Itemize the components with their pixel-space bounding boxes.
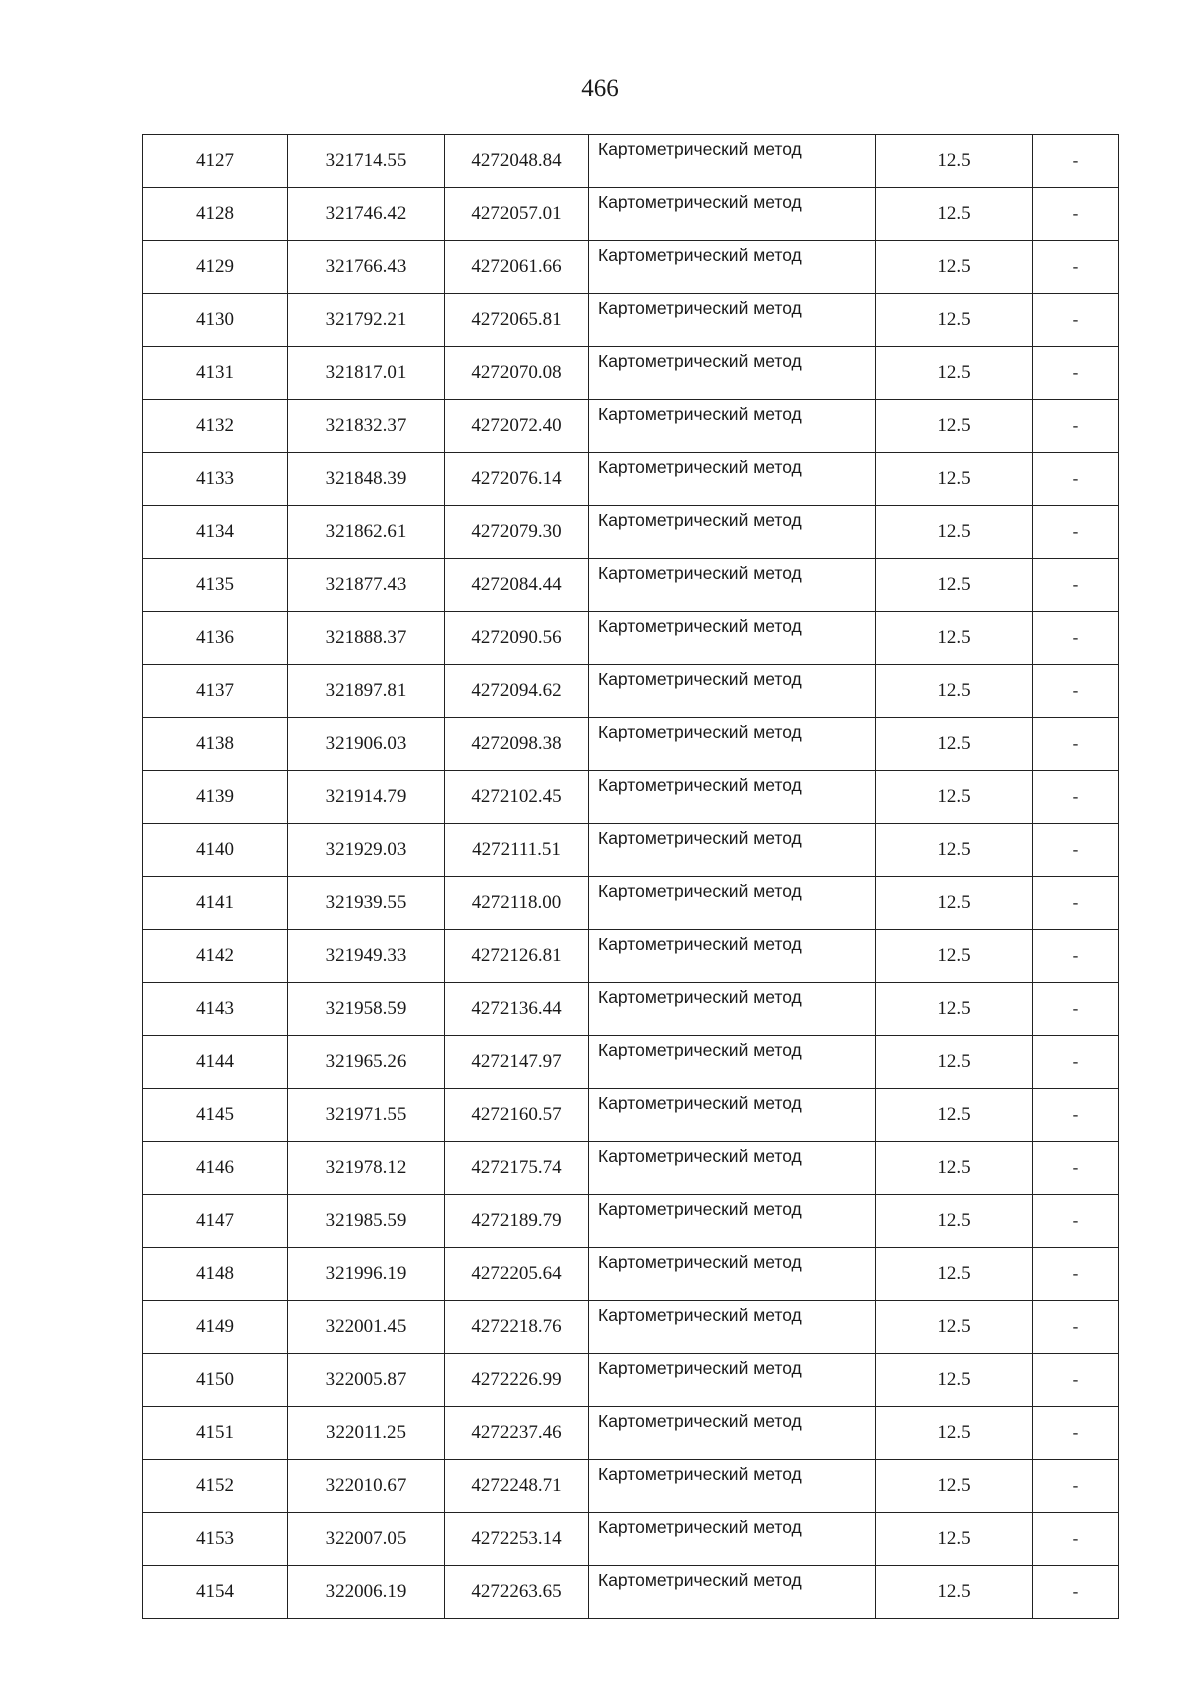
point-number-cell: 4149 bbox=[143, 1301, 288, 1354]
y-coordinate-cell: 4272076.14 bbox=[445, 453, 589, 506]
point-number-cell: 4139 bbox=[143, 771, 288, 824]
y-coordinate-cell: 4272147.97 bbox=[445, 1036, 589, 1089]
y-coordinate-cell: 4272136.44 bbox=[445, 983, 589, 1036]
accuracy-cell: 12.5 bbox=[876, 1248, 1033, 1301]
y-coordinate-cell: 4272070.08 bbox=[445, 347, 589, 400]
table-row bbox=[143, 665, 1119, 718]
method-cell: Картометрический метод bbox=[589, 1460, 876, 1513]
y-coordinate-cell: 4272094.62 bbox=[445, 665, 589, 718]
table-row bbox=[143, 718, 1119, 771]
table-row bbox=[143, 930, 1119, 983]
point-number-cell: 4152 bbox=[143, 1460, 288, 1513]
note-cell: - bbox=[1033, 1301, 1119, 1354]
method-cell: Картометрический метод bbox=[589, 1142, 876, 1195]
page-number: 466 bbox=[581, 75, 619, 102]
method-cell: Картометрический метод bbox=[589, 559, 876, 612]
note-cell: - bbox=[1033, 1513, 1119, 1566]
x-coordinate-cell: 321848.39 bbox=[288, 453, 445, 506]
y-coordinate-cell: 4272237.46 bbox=[445, 1407, 589, 1460]
x-coordinate-cell: 321965.26 bbox=[288, 1036, 445, 1089]
x-coordinate-cell: 321897.81 bbox=[288, 665, 445, 718]
y-coordinate-cell: 4272111.51 bbox=[445, 824, 589, 877]
accuracy-cell: 12.5 bbox=[876, 1036, 1033, 1089]
note-cell: - bbox=[1033, 612, 1119, 665]
accuracy-cell: 12.5 bbox=[876, 241, 1033, 294]
method-cell: Картометрический метод bbox=[589, 1089, 876, 1142]
table-row bbox=[143, 188, 1119, 241]
y-coordinate-cell: 4272048.84 bbox=[445, 135, 589, 188]
table-row bbox=[143, 453, 1119, 506]
table-row bbox=[143, 983, 1119, 1036]
note-cell: - bbox=[1033, 241, 1119, 294]
accuracy-cell: 12.5 bbox=[876, 188, 1033, 241]
x-coordinate-cell: 321714.55 bbox=[288, 135, 445, 188]
accuracy-cell: 12.5 bbox=[876, 1354, 1033, 1407]
method-cell: Картометрический метод bbox=[589, 612, 876, 665]
coordinates-table bbox=[142, 134, 1119, 1619]
x-coordinate-cell: 321746.42 bbox=[288, 188, 445, 241]
x-coordinate-cell: 322011.25 bbox=[288, 1407, 445, 1460]
y-coordinate-cell: 4272205.64 bbox=[445, 1248, 589, 1301]
y-coordinate-cell: 4272118.00 bbox=[445, 877, 589, 930]
point-number-cell: 4130 bbox=[143, 294, 288, 347]
note-cell: - bbox=[1033, 930, 1119, 983]
point-number-cell: 4134 bbox=[143, 506, 288, 559]
table-row bbox=[143, 1513, 1119, 1566]
point-number-cell: 4132 bbox=[143, 400, 288, 453]
x-coordinate-cell: 321958.59 bbox=[288, 983, 445, 1036]
table-row bbox=[143, 824, 1119, 877]
note-cell: - bbox=[1033, 1248, 1119, 1301]
note-cell: - bbox=[1033, 771, 1119, 824]
accuracy-cell: 12.5 bbox=[876, 877, 1033, 930]
accuracy-cell: 12.5 bbox=[876, 294, 1033, 347]
point-number-cell: 4138 bbox=[143, 718, 288, 771]
accuracy-cell: 12.5 bbox=[876, 559, 1033, 612]
table-row bbox=[143, 771, 1119, 824]
table-row bbox=[143, 294, 1119, 347]
note-cell: - bbox=[1033, 1036, 1119, 1089]
table-row bbox=[143, 1407, 1119, 1460]
y-coordinate-cell: 4272189.79 bbox=[445, 1195, 589, 1248]
x-coordinate-cell: 321914.79 bbox=[288, 771, 445, 824]
point-number-cell: 4133 bbox=[143, 453, 288, 506]
y-coordinate-cell: 4272126.81 bbox=[445, 930, 589, 983]
table-row bbox=[143, 241, 1119, 294]
note-cell: - bbox=[1033, 1195, 1119, 1248]
y-coordinate-cell: 4272263.65 bbox=[445, 1566, 589, 1619]
note-cell: - bbox=[1033, 718, 1119, 771]
point-number-cell: 4140 bbox=[143, 824, 288, 877]
point-number-cell: 4142 bbox=[143, 930, 288, 983]
x-coordinate-cell: 321985.59 bbox=[288, 1195, 445, 1248]
x-coordinate-cell: 322010.67 bbox=[288, 1460, 445, 1513]
note-cell: - bbox=[1033, 347, 1119, 400]
point-number-cell: 4154 bbox=[143, 1566, 288, 1619]
method-cell: Картометрический метод bbox=[589, 1036, 876, 1089]
note-cell: - bbox=[1033, 1407, 1119, 1460]
note-cell: - bbox=[1033, 400, 1119, 453]
method-cell: Картометрический метод bbox=[589, 188, 876, 241]
point-number-cell: 4131 bbox=[143, 347, 288, 400]
y-coordinate-cell: 4272072.40 bbox=[445, 400, 589, 453]
accuracy-cell: 12.5 bbox=[876, 135, 1033, 188]
method-cell: Картометрический метод bbox=[589, 1248, 876, 1301]
x-coordinate-cell: 321888.37 bbox=[288, 612, 445, 665]
accuracy-cell: 12.5 bbox=[876, 718, 1033, 771]
y-coordinate-cell: 4272079.30 bbox=[445, 506, 589, 559]
note-cell: - bbox=[1033, 983, 1119, 1036]
y-coordinate-cell: 4272102.45 bbox=[445, 771, 589, 824]
point-number-cell: 4136 bbox=[143, 612, 288, 665]
method-cell: Картометрический метод bbox=[589, 1513, 876, 1566]
x-coordinate-cell: 322001.45 bbox=[288, 1301, 445, 1354]
y-coordinate-cell: 4272160.57 bbox=[445, 1089, 589, 1142]
x-coordinate-cell: 321906.03 bbox=[288, 718, 445, 771]
method-cell: Картометрический метод bbox=[589, 241, 876, 294]
y-coordinate-cell: 4272065.81 bbox=[445, 294, 589, 347]
y-coordinate-cell: 4272061.66 bbox=[445, 241, 589, 294]
table-row bbox=[143, 1142, 1119, 1195]
accuracy-cell: 12.5 bbox=[876, 983, 1033, 1036]
point-number-cell: 4128 bbox=[143, 188, 288, 241]
method-cell: Картометрический метод bbox=[589, 506, 876, 559]
x-coordinate-cell: 321766.43 bbox=[288, 241, 445, 294]
x-coordinate-cell: 321929.03 bbox=[288, 824, 445, 877]
accuracy-cell: 12.5 bbox=[876, 1195, 1033, 1248]
note-cell: - bbox=[1033, 1566, 1119, 1619]
accuracy-cell: 12.5 bbox=[876, 1513, 1033, 1566]
table-row bbox=[143, 506, 1119, 559]
accuracy-cell: 12.5 bbox=[876, 400, 1033, 453]
table-row bbox=[143, 1460, 1119, 1513]
table-row bbox=[143, 1036, 1119, 1089]
table-row bbox=[143, 1248, 1119, 1301]
method-cell: Картометрический метод bbox=[589, 347, 876, 400]
y-coordinate-cell: 4272253.14 bbox=[445, 1513, 589, 1566]
table-row bbox=[143, 1354, 1119, 1407]
accuracy-cell: 12.5 bbox=[876, 824, 1033, 877]
point-number-cell: 4141 bbox=[143, 877, 288, 930]
x-coordinate-cell: 322006.19 bbox=[288, 1566, 445, 1619]
table-row bbox=[143, 135, 1119, 188]
accuracy-cell: 12.5 bbox=[876, 1301, 1033, 1354]
point-number-cell: 4129 bbox=[143, 241, 288, 294]
accuracy-cell: 12.5 bbox=[876, 506, 1033, 559]
method-cell: Картометрический метод bbox=[589, 453, 876, 506]
accuracy-cell: 12.5 bbox=[876, 612, 1033, 665]
point-number-cell: 4145 bbox=[143, 1089, 288, 1142]
point-number-cell: 4148 bbox=[143, 1248, 288, 1301]
x-coordinate-cell: 321971.55 bbox=[288, 1089, 445, 1142]
table-row bbox=[143, 559, 1119, 612]
point-number-cell: 4143 bbox=[143, 983, 288, 1036]
note-cell: - bbox=[1033, 294, 1119, 347]
note-cell: - bbox=[1033, 1089, 1119, 1142]
point-number-cell: 4147 bbox=[143, 1195, 288, 1248]
method-cell: Картометрический метод bbox=[589, 1407, 876, 1460]
point-number-cell: 4150 bbox=[143, 1354, 288, 1407]
y-coordinate-cell: 4272084.44 bbox=[445, 559, 589, 612]
method-cell: Картометрический метод bbox=[589, 718, 876, 771]
y-coordinate-cell: 4272218.76 bbox=[445, 1301, 589, 1354]
y-coordinate-cell: 4272090.56 bbox=[445, 612, 589, 665]
x-coordinate-cell: 321792.21 bbox=[288, 294, 445, 347]
point-number-cell: 4153 bbox=[143, 1513, 288, 1566]
note-cell: - bbox=[1033, 559, 1119, 612]
note-cell: - bbox=[1033, 1142, 1119, 1195]
accuracy-cell: 12.5 bbox=[876, 453, 1033, 506]
note-cell: - bbox=[1033, 188, 1119, 241]
method-cell: Картометрический метод bbox=[589, 930, 876, 983]
method-cell: Картометрический метод bbox=[589, 135, 876, 188]
coordinates-table-body bbox=[143, 135, 1119, 1619]
x-coordinate-cell: 321996.19 bbox=[288, 1248, 445, 1301]
table-row bbox=[143, 400, 1119, 453]
table-row bbox=[143, 1089, 1119, 1142]
accuracy-cell: 12.5 bbox=[876, 1407, 1033, 1460]
accuracy-cell: 12.5 bbox=[876, 930, 1033, 983]
accuracy-cell: 12.5 bbox=[876, 1566, 1033, 1619]
note-cell: - bbox=[1033, 824, 1119, 877]
method-cell: Картометрический метод bbox=[589, 400, 876, 453]
table-row bbox=[143, 1566, 1119, 1619]
y-coordinate-cell: 4272098.38 bbox=[445, 718, 589, 771]
table-row bbox=[143, 347, 1119, 400]
accuracy-cell: 12.5 bbox=[876, 1089, 1033, 1142]
method-cell: Картометрический метод bbox=[589, 1301, 876, 1354]
point-number-cell: 4135 bbox=[143, 559, 288, 612]
y-coordinate-cell: 4272175.74 bbox=[445, 1142, 589, 1195]
x-coordinate-cell: 321862.61 bbox=[288, 506, 445, 559]
y-coordinate-cell: 4272248.71 bbox=[445, 1460, 589, 1513]
point-number-cell: 4137 bbox=[143, 665, 288, 718]
y-coordinate-cell: 4272226.99 bbox=[445, 1354, 589, 1407]
note-cell: - bbox=[1033, 665, 1119, 718]
accuracy-cell: 12.5 bbox=[876, 1142, 1033, 1195]
accuracy-cell: 12.5 bbox=[876, 771, 1033, 824]
x-coordinate-cell: 321877.43 bbox=[288, 559, 445, 612]
point-number-cell: 4151 bbox=[143, 1407, 288, 1460]
table-row bbox=[143, 877, 1119, 930]
method-cell: Картометрический метод bbox=[589, 824, 876, 877]
method-cell: Картометрический метод bbox=[589, 294, 876, 347]
x-coordinate-cell: 321939.55 bbox=[288, 877, 445, 930]
table-row bbox=[143, 1301, 1119, 1354]
table-row bbox=[143, 612, 1119, 665]
accuracy-cell: 12.5 bbox=[876, 1460, 1033, 1513]
note-cell: - bbox=[1033, 1460, 1119, 1513]
x-coordinate-cell: 322007.05 bbox=[288, 1513, 445, 1566]
method-cell: Картометрический метод bbox=[589, 1354, 876, 1407]
accuracy-cell: 12.5 bbox=[876, 665, 1033, 718]
method-cell: Картометрический метод bbox=[589, 1566, 876, 1619]
method-cell: Картометрический метод bbox=[589, 877, 876, 930]
note-cell: - bbox=[1033, 1354, 1119, 1407]
x-coordinate-cell: 321978.12 bbox=[288, 1142, 445, 1195]
x-coordinate-cell: 322005.87 bbox=[288, 1354, 445, 1407]
accuracy-cell: 12.5 bbox=[876, 347, 1033, 400]
note-cell: - bbox=[1033, 877, 1119, 930]
note-cell: - bbox=[1033, 453, 1119, 506]
point-number-cell: 4144 bbox=[143, 1036, 288, 1089]
note-cell: - bbox=[1033, 506, 1119, 559]
method-cell: Картометрический метод bbox=[589, 1195, 876, 1248]
x-coordinate-cell: 321817.01 bbox=[288, 347, 445, 400]
point-number-cell: 4146 bbox=[143, 1142, 288, 1195]
note-cell: - bbox=[1033, 135, 1119, 188]
y-coordinate-cell: 4272057.01 bbox=[445, 188, 589, 241]
point-number-cell: 4127 bbox=[143, 135, 288, 188]
method-cell: Картометрический метод bbox=[589, 771, 876, 824]
table-row bbox=[143, 1195, 1119, 1248]
method-cell: Картометрический метод bbox=[589, 983, 876, 1036]
method-cell: Картометрический метод bbox=[589, 665, 876, 718]
x-coordinate-cell: 321949.33 bbox=[288, 930, 445, 983]
x-coordinate-cell: 321832.37 bbox=[288, 400, 445, 453]
